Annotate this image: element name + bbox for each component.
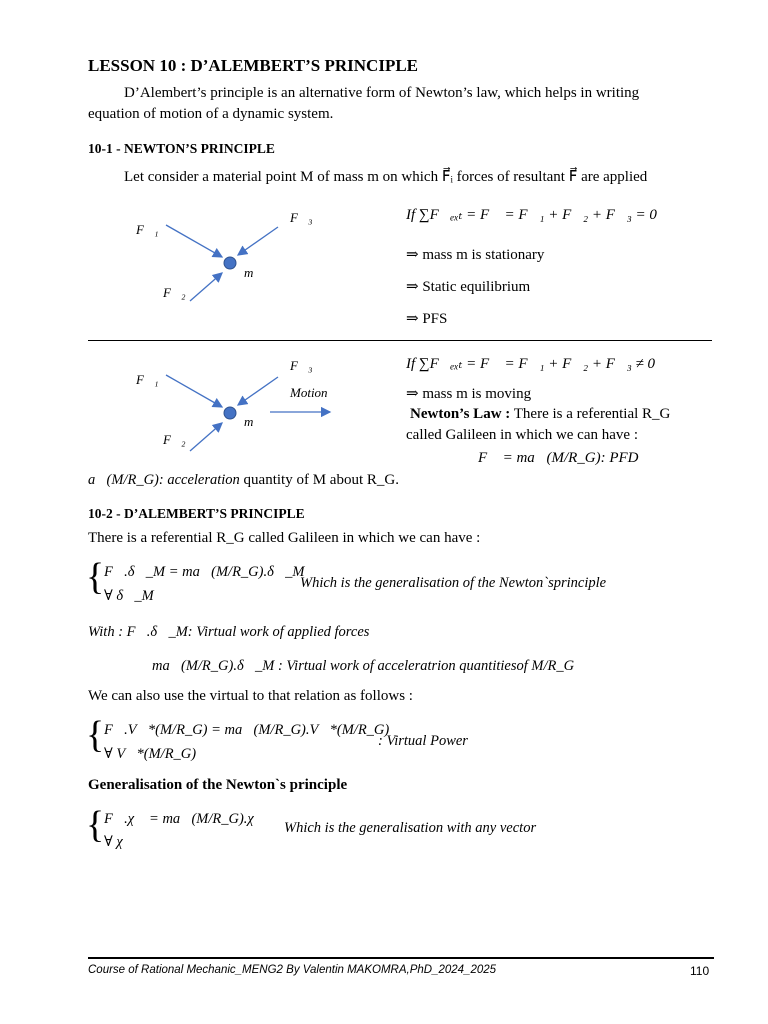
generalisation-title: Generalisation of the Newton`s principle — [88, 777, 348, 793]
eq3-line-1: F⃗.χ⃗ = ma⃗(M/R_G).χ⃗ — [104, 811, 266, 827]
virtual-relation-sentence: We can also use the virtual to that relation as follows : — [88, 688, 413, 704]
force-f1-arrow — [166, 375, 222, 407]
newtons-law-text: There is a referential R_G — [510, 406, 671, 422]
eq1-line-1: F⃗.δ⃗_M = ma⃗(M/R_G).δ⃗_M — [104, 564, 305, 580]
force-f2-arrow — [190, 423, 222, 451]
force-f3-arrow — [238, 377, 278, 405]
eq3-brace: { — [86, 804, 105, 846]
section-2-sentence: There is a referential R_G called Galileen in which we can have : — [88, 530, 481, 546]
footer-text: Course of Rational Mechanic_MENG2 By Valentin MAKOMRA,PhD_2024_2025 — [88, 964, 497, 976]
diagram2-f1-label: F⃗₁ — [136, 372, 159, 387]
eq3-note: Which is the generalisation with any vector — [284, 820, 537, 836]
force-f2-arrow — [190, 273, 222, 301]
eq2-note: : Virtual Power — [378, 733, 468, 749]
eq2-brace: { — [86, 714, 105, 756]
dynamic-law-line-2: called Galileen in which we can have : — [406, 427, 638, 443]
intro-line-2: equation of motion of a dynamic system. — [88, 106, 334, 122]
force-f3-arrow — [238, 227, 278, 255]
force-diagram-static — [130, 205, 290, 305]
eq1-line-2: ∀ δ⃗_M — [104, 588, 154, 604]
eq1-note: Which is the generalisation of the Newton`sprinciple — [300, 575, 607, 591]
eq2-line-1: F⃗.V⃗*(M/R_G) = ma⃗(M/R_G).V⃗*(M/R_G) — [104, 722, 390, 738]
with-line: With : F⃗.δ⃗_M: Virtual work of applied forces — [88, 624, 370, 640]
section-divider — [88, 340, 712, 341]
static-line-3: ⇒ PFS — [406, 311, 448, 327]
virtual-accel-line: ma⃗(M/R_G).δ⃗_M : Virtual work of acceleratrion quantitiesof M/R_G — [152, 658, 575, 674]
diagram2-mass-label: m — [244, 414, 254, 429]
diagram1-f3-label: F⃗₃ — [290, 210, 313, 225]
diagram2-f3-label: F⃗₃ — [290, 358, 313, 373]
intro-line-1: D’Alembert’s principle is an alternative form of Newton’s law, which helps in writing — [124, 85, 640, 101]
section-1-sentence: Let consider a material point M of mass m on which F⃗ᵢ forces of resultant F⃗ are applied — [124, 169, 648, 185]
accel-def-math: a⃗(M/R_G): acceleration — [88, 472, 240, 488]
static-line-1: ⇒ mass m is stationary — [406, 247, 545, 263]
static-equation: If ∑F⃗ₑₓₜ = F⃗ = F⃗₁ + F⃗₂ + F⃗₃ = 0⃗ — [406, 207, 669, 223]
diagram2-f2-label: F⃗₂ — [163, 432, 186, 447]
pfd-equation: F⃗ = ma⃗(M/R_G): PFD — [478, 450, 639, 466]
material-point — [224, 257, 236, 269]
material-point — [224, 407, 236, 419]
footer-rule — [88, 957, 714, 959]
eq3-line-2: ∀ χ⃗ — [104, 834, 135, 850]
eq1-brace: { — [86, 556, 105, 598]
diagram1-mass-label: m — [244, 265, 254, 280]
diagram1-f2-label: F⃗₂ — [163, 285, 186, 300]
newtons-law-label: Newton’s Law : — [410, 406, 511, 422]
eq2-line-2: ∀ V⃗*(M/R_G) — [104, 746, 197, 762]
accel-def-text: quantity of M about R_G. — [239, 472, 399, 488]
page-number: 110 — [690, 964, 710, 978]
force-f1-arrow — [166, 225, 222, 257]
dynamic-line-1: ⇒ mass m is moving — [406, 386, 532, 402]
section-2-title: 10-2 - D’ALEMBERT’S PRINCIPLE — [88, 506, 305, 521]
diagram1-f1-label: F⃗₁ — [136, 222, 159, 237]
diagram2-motion-label: Motion — [290, 385, 328, 400]
dynamic-equation: If ∑F⃗ₑₓₜ = F⃗ = F⃗₁ + F⃗₂ + F⃗₃ ≠ 0⃗ — [406, 356, 667, 372]
section-1-title: 10-1 - NEWTON’S PRINCIPLE — [88, 141, 275, 156]
lesson-title: LESSON 10 : D’ALEMBERT’S PRINCIPLE — [88, 56, 419, 75]
static-line-2: ⇒ Static equilibrium — [406, 279, 531, 295]
